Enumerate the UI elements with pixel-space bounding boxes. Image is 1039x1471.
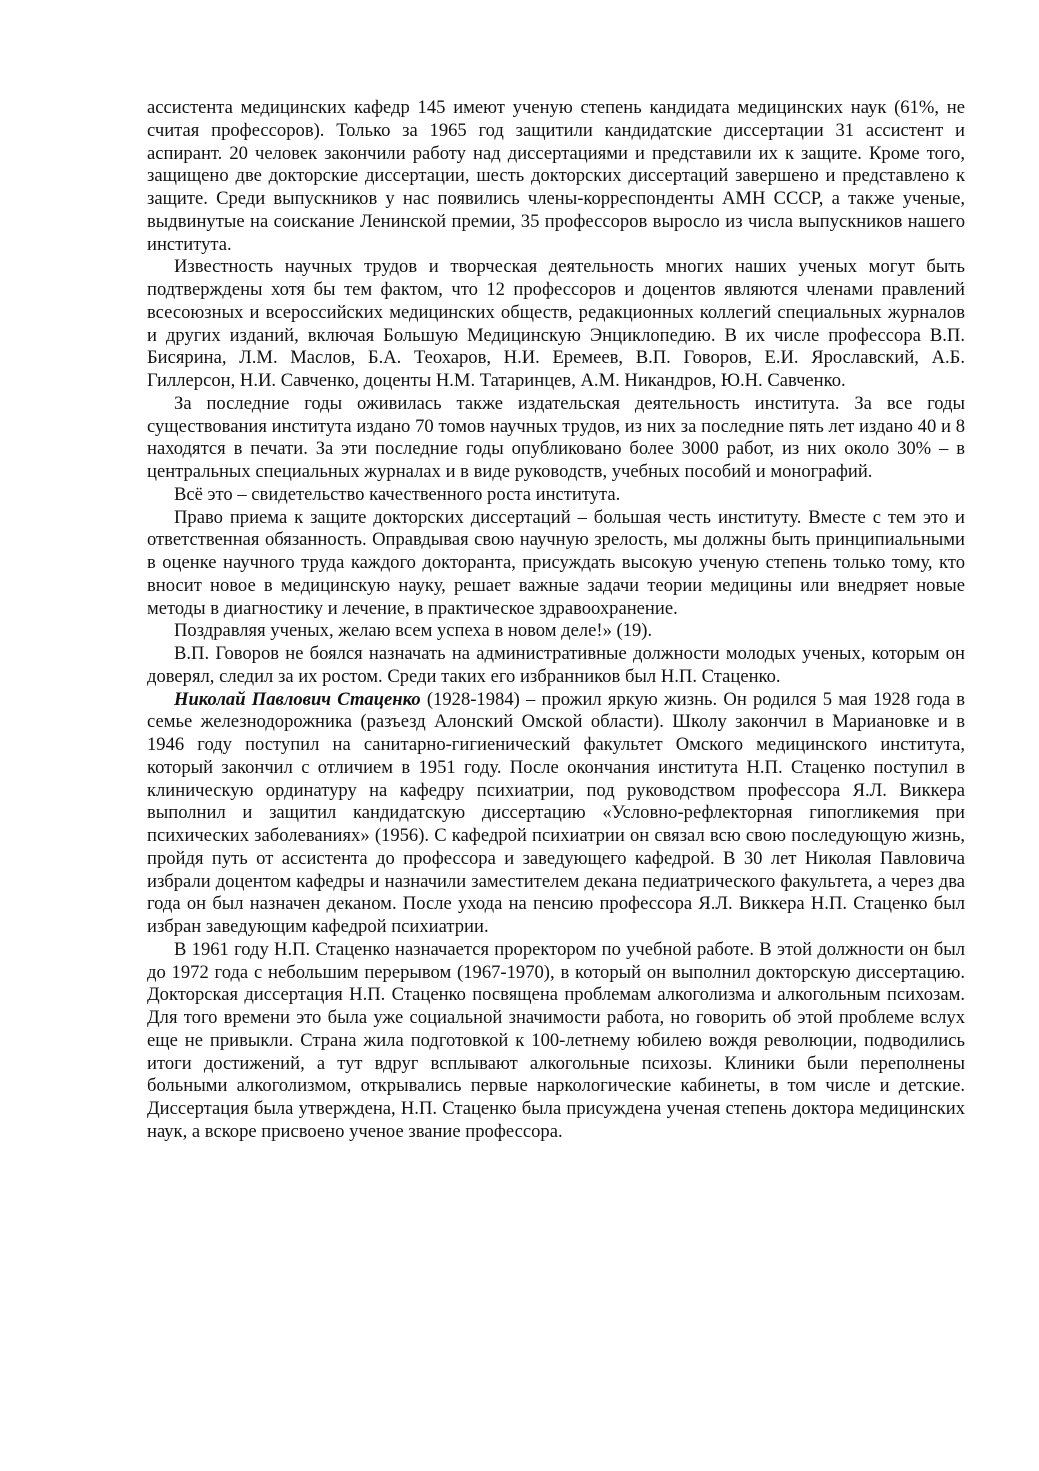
paragraph-statsenko-biography <box>147 689 965 939</box>
paragraph-statsenko-prorector: В 1961 году Н.П. Стаценко назначается проректором по учебной работе. В этой должности он был до 1972 года с небольшим перерывом (1967-1970), в который он выполнил докторскую диссертацию. Докторская диссертация Н.П. Стаценко посвящена проблемам алкоголизма и алкогольным психозам. Для того времени это была уже социальной значимости работа, но говорить об этой проблеме вслух еще не привыкли. Страна жила подготовкой к 100-летнему юбилею вождя революции, подводились итоги достижений, а тут вдруг всплывают алкогольные психозы. Клиники были переполнены больными алкоголизмом, открывались первые наркологические кабинеты, в том числе и детские. Диссертация была утверждена, Н.П. Стаценко была присуждена ученая степень доктора медицинских наук, а вскоре присвоено ученое звание профессора. <box>147 938 965 1142</box>
paragraph-govorov: В.П. Говоров не боялся назначать на административные должности молодых ученых, которым он доверял, следил за их ростом. Среди таких его избранников был Н.П. Стаценко. <box>147 643 965 687</box>
paragraph-publications-recognition: Известность научных трудов и творческая деятельность многих наших ученых могут быть подтверждены хотя бы тем фактом, что 12 профессоров и доцентов являются членами правлений всесоюзных и всероссийских медицинских обществ, редакционных коллегий специальных журналов и других изданий, включая Большую Медицинскую Энциклопедию. В их числе профессора В.П. Бисярина, Л.М. Маслов, Б.А. Теохаров, Н.И. Еремеев, В.П. Говоров, Е.И. Ярославский, А.Б. Гиллерсон, Н.И. Савченко, доценты Н.М. Татаринцев, А.М. Никандров, Ю.Н. Савченко. <box>147 256 965 391</box>
paragraph-continuation: ассистента медицинских кафедр 145 имеют ученую степень кандидата медицинских наук (61%, не считая профессоров). Только за 1965 год защитили кандидатские диссертации 31 ассистент и аспирант. 20 человек закончили работу над диссертациями и представили их к защите. Кроме того, защищено две докторские диссертации, шесть докторских диссертаций завершено и представлено к защите. Среди выпускников у нас появились члены-корреспонденты АМН СССР, а также ученые, выдвинутые на соискание Ленинской премии, 35 профессоров выросло из числа выпускников нашего института. <box>147 97 965 255</box>
document-page <box>147 97 965 1144</box>
paragraph-publishing-activity: За последние годы оживилась также издательская деятельность института. За все годы существования института издано 70 томов научных трудов, из них за последние пять лет издано 40 и 8 находятся в печати. За эти последние годы опубликовано более 3000 работ, из них около 30% – в центральных специальных журналах и в виде руководств, учебных пособий и монографий. <box>147 392 965 482</box>
paragraph-doctoral-defense-right: Право приема к защите докторских диссертаций – большая честь институту. Вместе с тем это и ответственная обязанность. Оправдывая свою научную зрелость, мы должны быть принципиальными в оценке научного труда каждого докторанта, присуждать высокую ученую степень только тому, кто вносит новое в медицинскую науку, решает важные задачи теории медицины или внедряет новые методы в диагностику и лечение, в практическое здравоохранение. <box>147 506 965 619</box>
paragraph-congratulation: Поздравляя ученых, желаю всем успеха в новом деле!» (19). <box>174 620 653 642</box>
paragraph-quality-growth: Всё это – свидетельство качественного роста института. <box>174 483 621 505</box>
person-name-heading: Николай Павлович Стаценко <box>174 688 421 710</box>
paragraph-text: (1928-1984) – прожил яркую жизнь. Он родился 5 мая 1928 года в семье железнодорожника (разъезд Алонский Омской области). Школу закончил в Мариановке и в 1946 году поступил на санитарно-гигиенический факультет Омского медицинского института, который закончил с отличием в 1951 году. После окончания института Н.П. Стаценко поступил в клиническую ординатуру на кафедру психиатрии, под руководством профессора Я.Л. Виккера выполнил и защитил кандидатскую диссертацию «Условно-рефлекторная гипогликемия при психических заболеваниях» (1956). С кафедрой психиатрии он связал всю свою последующую жизнь, пройдя путь от ассистента до профессора и заведующего кафедрой. В 30 лет Николая Павловича избрали доцентом кафедры и назначили заместителем декана педиатрического факультета, а через два года он был назначен деканом. После ухода на пенсию профессора Я.Л. Виккера Н.П. Стаценко был избран заведующим кафедрой психиатрии. <box>147 688 965 937</box>
